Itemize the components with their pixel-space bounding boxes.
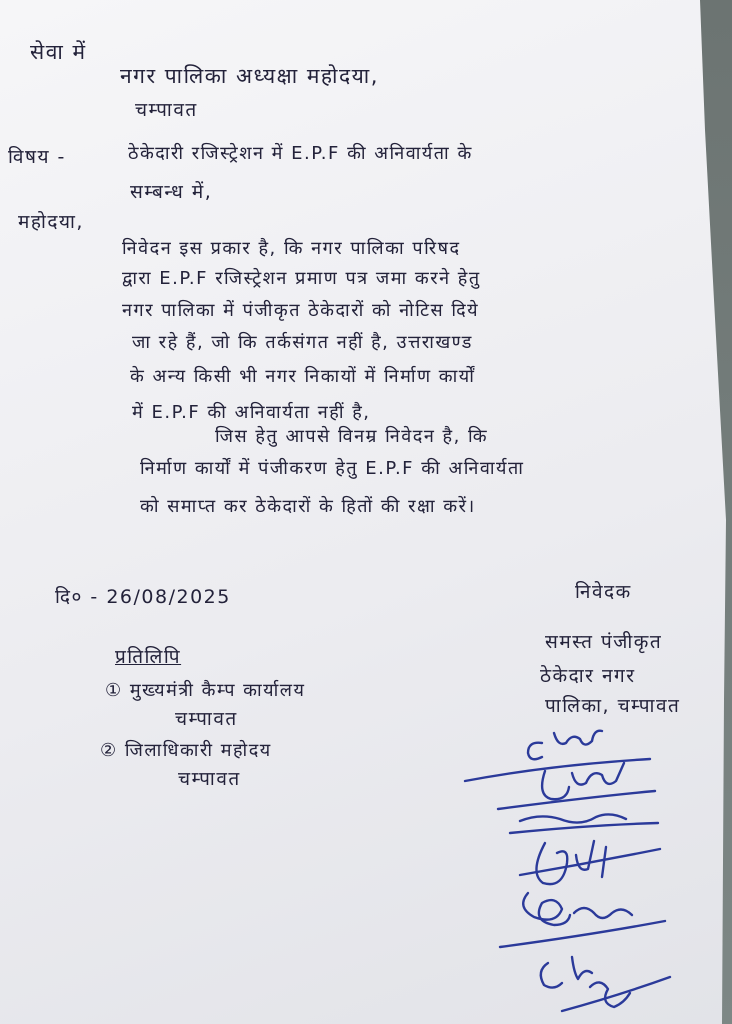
subject-label: विषय - — [8, 146, 66, 168]
body-line: जा रहे हैं, जो कि तर्कसंगत नहीं है, उत्तराखण्ड — [132, 332, 473, 353]
copy-item-2-place: चम्पावत — [178, 768, 241, 790]
sender-line: पालिका, चम्पावत — [545, 695, 681, 717]
body-line: निर्माण कार्यों में पंजीकरण हेतु E.P.F की अनिवार्यता — [140, 458, 525, 479]
body-line: के अन्य किसी भी नगर निकायों में निर्माण कार्यों — [130, 366, 476, 387]
salutation-to: सेवा में — [30, 40, 87, 64]
signature-underline — [465, 759, 650, 781]
signature-stroke — [541, 957, 592, 988]
copy-item-1-place: चम्पावत — [175, 708, 238, 730]
body-line: द्वारा E.P.F रजिस्ट्रेशन प्रमाण पत्र जमा करने हेतु — [122, 268, 481, 289]
recipient-line-2: चम्पावत — [135, 99, 198, 121]
body-line: को समाप्त कर ठेकेदारों के हितों की रक्षा करें। — [140, 496, 476, 517]
signature-stroke — [590, 982, 630, 1007]
copy-label: प्रतिलिपि — [115, 646, 182, 668]
signature-stroke — [523, 893, 632, 925]
body-line: निवेदन इस प्रकार है, कि नगर पालिका परिषद — [122, 238, 461, 259]
letter-date: दि० - 26/08/2025 — [55, 586, 231, 608]
sender-line: समस्त पंजीकृत — [545, 631, 663, 653]
signature-underline — [510, 823, 658, 833]
sender-line: ठेकेदार नगर — [540, 665, 636, 687]
body-line: जिस हेतु आपसे विनम्र निवेदन है, कि — [215, 426, 489, 447]
signature-stroke — [528, 731, 602, 760]
copy-item-2: ② जिलाधिकारी महोदय — [100, 740, 272, 761]
greeting: महोदया, — [18, 211, 84, 233]
body-line: में E.P.F की अनिवार्यता नहीं है, — [132, 402, 371, 423]
signatures-block — [450, 725, 720, 1024]
subject-line-2: सम्बन्ध में, — [130, 181, 213, 203]
recipient-line-1: नगर पालिका अध्यक्षा महोदया, — [120, 64, 379, 88]
signature-underline — [500, 921, 665, 947]
body-line: नगर पालिका में पंजीकृत ठेकेदारों को नोटिस दिये — [122, 300, 480, 321]
signature-stroke — [520, 814, 626, 822]
subject-line-1: ठेकेदारी रजिस्ट्रेशन में E.P.F की अनिवार्यता के — [128, 143, 473, 164]
signoff: निवेदक — [575, 581, 632, 603]
signature-underline — [498, 791, 655, 809]
copy-item-1: ① मुख्यमंत्री कैम्प कार्यालय — [105, 680, 306, 701]
